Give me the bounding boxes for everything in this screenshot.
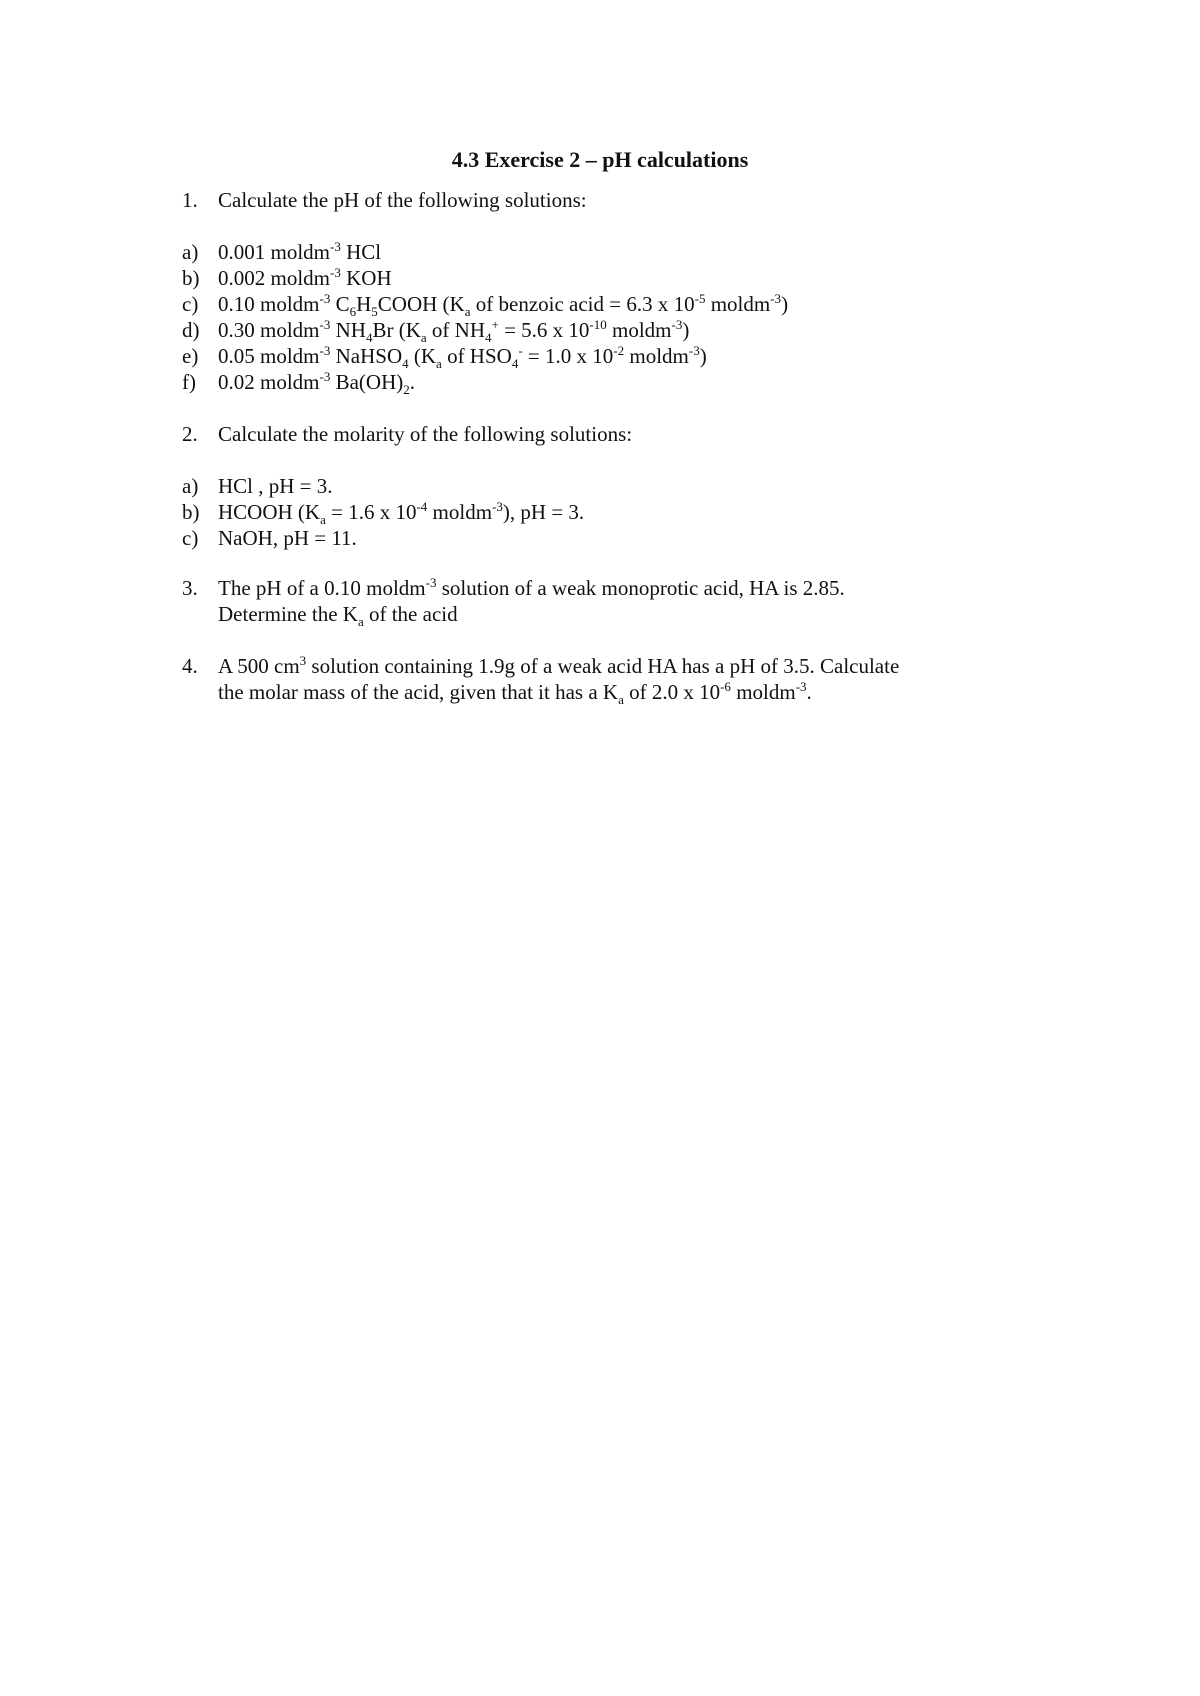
- subscript: 4: [365, 330, 373, 345]
- superscript: -3: [671, 317, 683, 332]
- q1-item-f: [182, 368, 415, 396]
- item-text: 0.002 moldm: [218, 266, 331, 290]
- item-label: b): [182, 500, 200, 524]
- subscript: a: [618, 692, 624, 707]
- superscript: -: [518, 343, 523, 358]
- superscript: +: [491, 317, 499, 332]
- item-text: moldm: [624, 344, 689, 368]
- item-text: 0.02 moldm: [218, 370, 320, 394]
- question-text: the molar mass of the acid, given that it has a K: [218, 680, 619, 704]
- superscript: -3: [319, 343, 331, 358]
- question-number: 3.: [182, 576, 198, 600]
- q1-item-a: [182, 238, 381, 266]
- item-label: d): [182, 318, 200, 342]
- superscript: -10: [589, 317, 607, 332]
- superscript: -2: [613, 343, 625, 358]
- item-text: = 1.0 x 10: [522, 344, 614, 368]
- item-text: ), pH = 3.: [502, 500, 585, 524]
- item-text: Ba(OH): [330, 370, 404, 394]
- q1-item-c: [182, 290, 788, 318]
- item-text: H: [356, 292, 372, 316]
- subscript: 4: [484, 330, 492, 345]
- item-text: 0.05 moldm: [218, 344, 320, 368]
- page-title: 4.3 Exercise 2 – pH calculations: [451, 147, 749, 172]
- question-text: of 2.0 x 10: [623, 680, 721, 704]
- item-text: moldm: [427, 500, 493, 524]
- q2-item-a: [182, 472, 333, 500]
- question-text: solution containing 1.9g of a weak acid HA has a pH of 3.5. Calculate: [306, 654, 900, 678]
- item-label: e): [182, 344, 199, 368]
- subscript: a: [357, 614, 364, 629]
- question-number: 4.: [182, 654, 198, 678]
- question-text: moldm: [730, 680, 796, 704]
- item-text: .: [409, 370, 416, 394]
- superscript: -3: [688, 343, 700, 358]
- item-text: = 1.6 x 10: [325, 500, 417, 524]
- superscript: -3: [492, 499, 503, 514]
- superscript: -3: [330, 265, 341, 280]
- item-text: HCl , pH = 3.: [218, 474, 333, 498]
- question-4-line-2: [182, 678, 812, 706]
- subscript: 5: [371, 304, 378, 319]
- superscript: -3: [319, 291, 331, 306]
- item-text: C: [330, 292, 350, 316]
- item-text: moldm: [705, 292, 771, 316]
- item-text: COOH (K: [377, 292, 465, 316]
- item-text: HCl: [340, 240, 382, 264]
- subscript: 4: [402, 356, 409, 371]
- item-text: moldm: [606, 318, 672, 342]
- item-label: c): [182, 292, 199, 316]
- subscript: a: [320, 512, 326, 527]
- item-text: of NH: [426, 318, 485, 342]
- item-text: KOH: [340, 266, 392, 290]
- item-text: 0.10 moldm: [218, 292, 320, 316]
- superscript: 3: [299, 653, 307, 668]
- item-text: 0.30 moldm: [218, 318, 320, 342]
- superscript: -4: [416, 499, 428, 514]
- item-text: ): [781, 292, 789, 316]
- item-label: c): [182, 526, 199, 550]
- item-text: of HSO: [441, 344, 512, 368]
- item-text: NH: [330, 318, 366, 342]
- subscript: a: [420, 330, 427, 345]
- q1-item-e: [182, 342, 707, 370]
- subscript: 4: [511, 356, 519, 371]
- item-text: = 5.6 x 10: [498, 318, 590, 342]
- superscript: -3: [319, 317, 331, 332]
- item-text: Br (K: [372, 318, 421, 342]
- superscript: -3: [319, 369, 331, 384]
- subscript: a: [464, 304, 471, 319]
- question-3: [182, 574, 845, 602]
- question-text: solution of a weak monoprotic acid, HA is 2.85.: [436, 576, 845, 600]
- item-text: NaOH, pH = 11.: [218, 526, 357, 550]
- question-text: The pH of a 0.10 moldm: [218, 576, 426, 600]
- question-text: Determine the K: [218, 602, 358, 626]
- superscript: -3: [425, 575, 437, 590]
- item-text: of benzoic acid = 6.3 x 10: [470, 292, 695, 316]
- item-text: HCOOH (K: [218, 500, 321, 524]
- q1-item-b: [182, 264, 392, 292]
- superscript: -3: [795, 679, 807, 694]
- question-number: 1.: [182, 188, 198, 212]
- subscript: a: [436, 356, 442, 371]
- question-number: 2.: [182, 422, 198, 446]
- question-3-line-2: [182, 600, 458, 628]
- item-label: a): [182, 240, 199, 264]
- superscript: -3: [770, 291, 782, 306]
- question-text: Calculate the molarity of the following solutions:: [218, 422, 633, 446]
- item-text: ): [699, 344, 707, 368]
- subscript: 2: [403, 382, 410, 397]
- question-4: [182, 652, 899, 680]
- q2-item-b: [182, 498, 584, 526]
- question-text: of the acid: [363, 602, 458, 626]
- question-text: A 500 cm: [218, 654, 300, 678]
- question-text: .: [806, 680, 812, 704]
- item-text: 0.001 moldm: [218, 240, 331, 264]
- question-1: [182, 186, 587, 214]
- item-text: (K: [408, 344, 437, 368]
- subscript: 6: [349, 304, 357, 319]
- question-text: Calculate the pH of the following solutions:: [218, 188, 587, 212]
- item-label: f): [182, 370, 196, 394]
- item-text: NaHSO: [330, 344, 403, 368]
- question-2: [182, 420, 632, 448]
- superscript: -3: [330, 239, 341, 254]
- q1-item-d: [182, 316, 689, 344]
- superscript: -6: [720, 679, 731, 694]
- item-label: a): [182, 474, 199, 498]
- item-label: b): [182, 266, 200, 290]
- superscript: -5: [694, 291, 706, 306]
- q2-item-c: [182, 524, 357, 552]
- item-text: ): [682, 318, 690, 342]
